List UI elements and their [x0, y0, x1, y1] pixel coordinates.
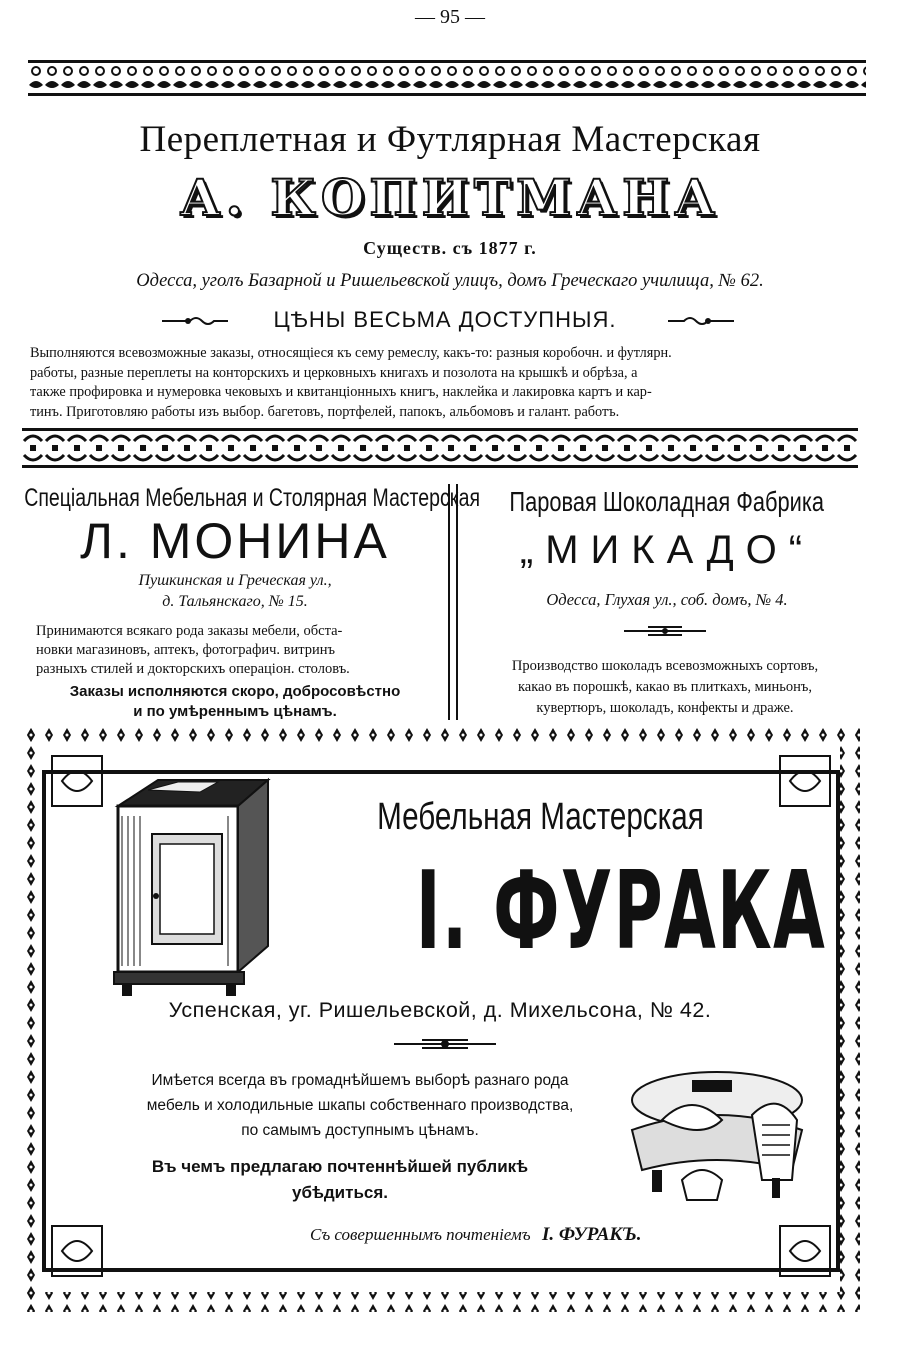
cabinet-illustration-icon: [108, 776, 274, 998]
ad2-address-1: Пушкинская и Греческая ул.,: [138, 572, 332, 589]
ad2-heading: Спеціальная Мебельная и Столярная Мастерская: [24, 484, 481, 512]
ad3-body-line: Производство шоколадъ всевозможныхъ сортовъ,: [511, 658, 819, 674]
furniture-group-illustration-icon: [622, 1060, 810, 1206]
flourish-divider-icon: [620, 624, 710, 638]
flourish-divider-icon: [666, 314, 736, 328]
ad4-signature-name: І. ФУРАКЪ.: [542, 1224, 642, 1245]
ad2-body: [36, 622, 436, 679]
ad4-body-line: мебель и холодильные шкапы собственнаго производства,: [146, 1097, 574, 1114]
ad1-address: Одесса, уголъ Базарной и Ришельевской улицъ, домъ Греческаго училища, № 62.: [136, 271, 764, 291]
ad4-name-wrap: [290, 849, 827, 974]
flourish-divider-icon: [160, 314, 230, 328]
column-divider: [448, 484, 450, 720]
ad4-heading: Мебельная Мастерская: [376, 796, 704, 838]
ad2-bold-line: Заказы исполняются скоро, добросовѣстно: [69, 683, 401, 700]
ad2-address-2: д. Тальянскаго, № 15.: [162, 593, 308, 610]
ad2-heading-wrap: [20, 484, 481, 513]
ad1-established: Существ. съ 1877 г.: [363, 238, 537, 258]
ad1-name: [0, 168, 900, 227]
ad4-body-line: по самымъ доступнымъ цѣнамъ.: [241, 1122, 479, 1139]
ad1-prices-row: [160, 306, 740, 336]
ornamental-border-icon: [28, 63, 866, 93]
ad4-signature: [310, 1224, 770, 1246]
ad1-body: [30, 344, 868, 422]
ad2-bold-line: и по умѣреннымъ цѣнамъ.: [133, 703, 337, 720]
ornamental-border-icon: [22, 431, 858, 465]
ad2-bold: [20, 682, 450, 722]
ad4-body-line: Имѣется всегда въ громаднѣйшемъ выборѣ разнаго рода: [151, 1072, 569, 1089]
middle-ornament-band: [22, 428, 858, 468]
page-number: — 95 —: [415, 6, 485, 28]
flourish-divider-icon: [390, 1036, 500, 1052]
ad3-body: [470, 656, 860, 719]
ad2-body-line: разныхъ стилей и докторскихъ операціон. столовъ.: [36, 661, 350, 677]
ad2-body-line: новки магазиновъ, аптекъ, фотографич. витринъ: [36, 642, 336, 658]
ad4-bold-line: убѣдиться.: [291, 1183, 388, 1202]
ad4-name: І. ФУРАКА: [415, 849, 827, 974]
ad1-body-line: работы, разные переплеты на конторскихъ и церковныхъ книгахъ и позолота на крышкѣ и обрѣза, а: [30, 364, 638, 381]
ad3-body-line: кувертюръ, шоколадъ, конфекты и драже.: [536, 700, 794, 716]
ad1-heading: Переплетная и Футлярная Мастерская: [139, 119, 761, 160]
ad3-body-line: какао въ порошкѣ, какао въ плиткахъ, миньонъ,: [517, 679, 813, 695]
ad4-bold-line: Въ чемъ предлагаю почтеннѣйшей публикѣ: [151, 1157, 529, 1176]
ad3-heading-wrap: [462, 486, 872, 518]
ad1-name-text: А. КОПИТМАНА: [179, 168, 721, 227]
ad4-bold: [100, 1154, 580, 1206]
ad4-body: [100, 1068, 620, 1143]
ad2-body-line: Принимаются всякаго рода заказы мебели, обста-: [36, 623, 343, 639]
ad2-name: Л. МОНИНА: [80, 513, 390, 569]
ad3-address: Одесса, Глухая ул., соб. домъ, № 4.: [546, 590, 788, 609]
ad3-name: „МИКАДО“: [519, 528, 815, 572]
ad1-body-line: тинъ. Приготовляю работы изъ выбор. багетовъ, портфелей, папокъ, альбомовъ и галант. работъ.: [30, 403, 620, 420]
ad1-prices: ЦѢНЫ ВЕСЬМА ДОСТУПНЫЯ.: [273, 307, 617, 332]
ad4-address: Успенская, уг. Ришельевской, д. Михельсона, № 42.: [168, 998, 712, 1022]
ad4-heading-wrap: [300, 796, 780, 839]
ad4-signature-prefix: Съ совершеннымъ почтеніемъ: [310, 1225, 531, 1244]
ad1-body-line: Выполняются всевозможные заказы, относящіеся къ сему ремеслу, какъ-то: разныя коробочн. и футлярн.: [30, 345, 672, 361]
ad1-body-line: также профировка и нумеровка чековыхъ и квитанціонныхъ книгъ, наклейка и лакировка картъ и кар-: [30, 384, 652, 400]
ad3-heading: Паровая Шоколадная Фабрика: [509, 486, 825, 517]
top-ornament-band: [28, 60, 866, 96]
column-divider: [456, 484, 458, 720]
